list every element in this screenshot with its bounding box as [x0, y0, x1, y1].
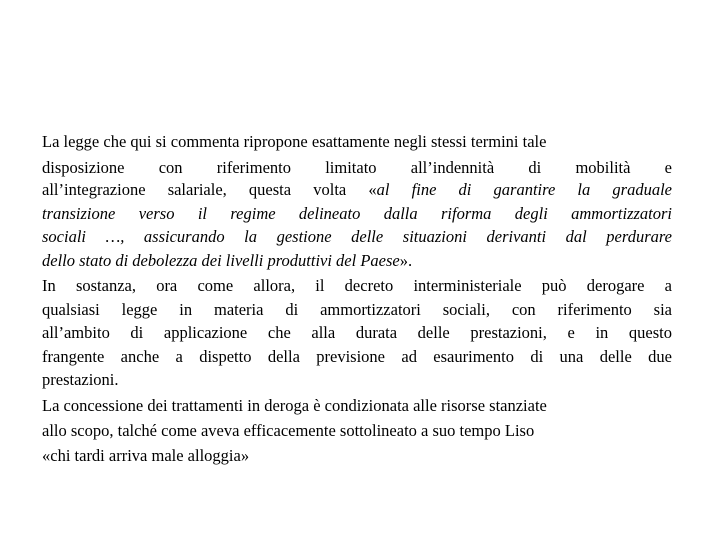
- paragraph-one-line-1: La legge che qui si commenta ripropone esattamente negli stessi termini tale: [42, 132, 547, 151]
- paragraph-two-line-2: qualsiasi legge in materia di ammortizzatori sociali, con riferimento sia: [42, 299, 672, 319]
- paragraph-one-line-2: disposizione con riferimento limitato all’indennità di mobilità e: [42, 158, 672, 177]
- paragraph-three-line-1: La concessione dei trattamenti in deroga è condizionata alle risorse stanziate: [42, 395, 547, 415]
- paragraph-two: [42, 274, 672, 392]
- paragraph-three-line-3: «chi tardi arriva male alloggia»: [42, 445, 250, 465]
- paragraph-one-line-3-roman: all’integrazione salariale, questa volta «: [42, 180, 377, 199]
- paragraph-two-line-1: In sostanza, ora come allora, il decreto interministeriale può derogare a: [42, 276, 672, 295]
- paragraph-one: [42, 130, 672, 272]
- paragraph-one-line-3: [42, 178, 672, 202]
- paragraph-two-line-3: all’ambito di applicazione che alla durata delle prestazioni, e in questo: [42, 323, 672, 342]
- paragraph-two-line-5: prestazioni.: [42, 370, 119, 389]
- paragraph-one-line-6: [42, 249, 672, 273]
- slide-body-text: [42, 130, 672, 468]
- paragraph-one-line-6-roman: ».: [399, 250, 413, 270]
- paragraph-one-line-4: transizione verso il regime delineato dalla riforma degli ammortizzatori: [42, 203, 672, 223]
- paragraph-three-line-2: allo scopo, talché come aveva efficacemente sottolineato a suo tempo Liso: [42, 420, 535, 440]
- paragraph-one-line-5: sociali …, assicurando la gestione delle situazioni derivanti dal perdurare: [42, 227, 672, 246]
- paragraph-one-line-3-italic: al fine di garantire la graduale: [376, 180, 673, 199]
- paragraph-two-line-4: frangente anche a dispetto della previsione ad esaurimento di una delle due: [42, 346, 672, 366]
- paragraph-one-line-6-italic: dello stato di debolezza dei livelli produttivi del Paese: [42, 250, 400, 270]
- paragraph-three: [42, 393, 672, 468]
